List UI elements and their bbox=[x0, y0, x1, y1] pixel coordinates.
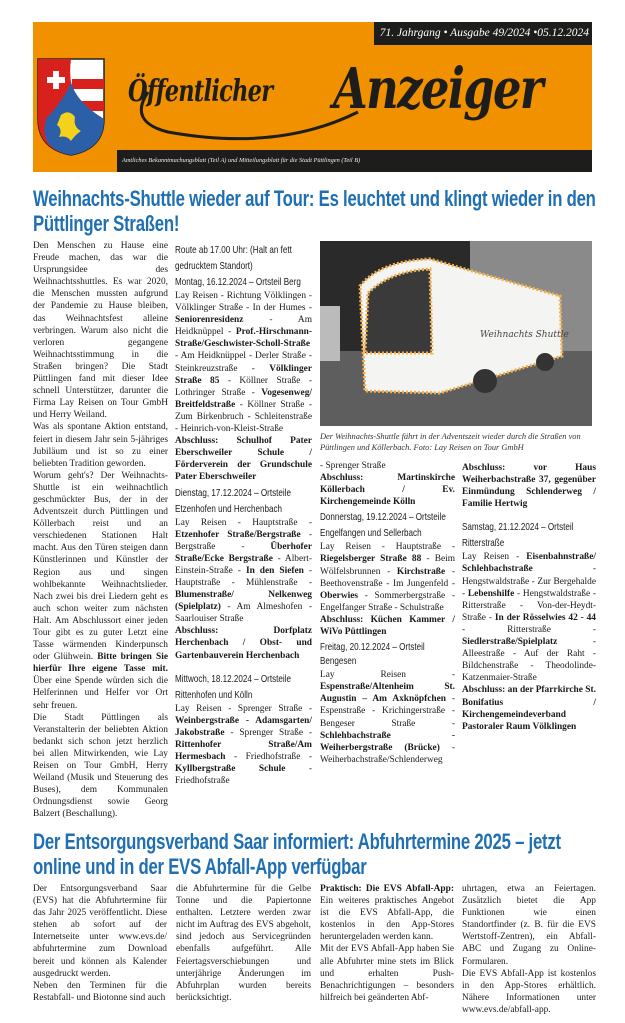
text: - Bergstraße - bbox=[175, 529, 312, 552]
newspaper-logo bbox=[128, 52, 588, 142]
bold-text: Praktisch: Die EVS Abfall-App: bbox=[320, 884, 454, 894]
text: - Hauptstraße - Mühlenstraße - bbox=[175, 565, 313, 588]
bold-text: Abschluss: an der Pfarrkirche St. Bonifatius / Kirchengemeindeverband Pastoraler Raum Völklingen bbox=[462, 685, 596, 732]
text: Dienstag, 17.12.2024 – Ortsteile bbox=[175, 486, 291, 499]
paragraph bbox=[33, 712, 168, 821]
logo-word-1: Öffentlicher bbox=[128, 74, 273, 109]
text: - Am Heidknüppel - bbox=[175, 315, 312, 338]
issue-line: 71. Jahrgang • Ausgabe 49/2024 •05.12.2024 bbox=[374, 22, 592, 45]
article-column bbox=[462, 462, 596, 733]
text: Montag, 16.12.2024 – Ortsteil Berg bbox=[175, 276, 301, 288]
bold-text: Rittenhofer Straße/Am Hermesbach bbox=[175, 739, 312, 762]
text: - Alleestraße - Auf der Raht - Bildchenstraße - Theodolinde-Katzenmaier-Straße bbox=[462, 637, 596, 684]
text: Lay Reisen - Sprenger Straße - bbox=[175, 703, 312, 714]
text: - Espenstraße - Krichingerstraße - Bengeser Straße - bbox=[320, 694, 455, 729]
paragraph bbox=[462, 883, 596, 968]
text: -Friedhofstraße bbox=[175, 764, 312, 787]
photo-caption: Der Weihnachts-Shuttle fährt in der Adventszeit wieder durch die Straßen von Püttlingen und Köllerbach. Foto: Lay Reisen on Tour GmbH bbox=[320, 432, 581, 452]
route-subheading bbox=[175, 486, 312, 500]
paragraph bbox=[175, 290, 312, 435]
bold-text: Überhofer Straße/Ecke Bergstraße bbox=[175, 541, 312, 564]
text: Lay Reisen - Hauptstraße - bbox=[175, 517, 312, 528]
text: - Albert-Einstein-Straße - bbox=[175, 553, 312, 576]
paragraph bbox=[320, 472, 455, 508]
text: Mit der EVS Abfall-App haben Sie alle Abfuhrter mine stets im Blick und erhalten Push-Benachrichtigungen – besonders hilfreich bei geänderten Abf- bbox=[320, 944, 454, 1003]
text: Ritterstraße bbox=[462, 537, 505, 550]
paragraph bbox=[320, 883, 454, 943]
paragraph bbox=[320, 541, 455, 614]
article-column bbox=[33, 240, 168, 821]
text: - Weiherbachstraße/Schlenderweg bbox=[320, 742, 455, 765]
bold-text: Riegelsberger Straße 88 bbox=[320, 554, 422, 565]
route-subheading bbox=[175, 502, 312, 516]
bold-text: Blumenstraße/ Nelkenweg (Spielplatz) bbox=[175, 590, 312, 613]
text: Die Stadt Püttlingen als Veranstalterin der beliebten Aktion bedankt sich schon jetzt herzlich bei allen Mitwirkenden, wie Lay Reisen on Tour GmbH, Herry Weiland (Musik und Steuerung des Buses), dem Kommunalen Ordnungsdienst sowie Georg Balzert (Beschallung). bbox=[33, 712, 168, 820]
route-subheading bbox=[462, 520, 596, 534]
text: - Sprenger Straße bbox=[320, 461, 386, 471]
paragraph bbox=[320, 943, 454, 1003]
text: - Köllner Straße - Zum Birkenbruch - Schleitenstraße - Heinrich-von-Kleist-Straße bbox=[175, 399, 312, 435]
masthead bbox=[33, 22, 592, 172]
paragraph bbox=[33, 980, 167, 1004]
text: Engelfangen und Sellerbach bbox=[320, 527, 422, 540]
bold-text: Siedlerstraße/Spielplatz bbox=[462, 637, 558, 648]
article-column bbox=[320, 883, 454, 1004]
coat-of-arms-icon bbox=[36, 57, 106, 157]
article-headline-shuttle: Weihnachts-Shuttle wieder auf Tour: Es leuchtet und klingt wieder in den Püttlinger Straßen! bbox=[33, 186, 596, 236]
route-subheading bbox=[175, 672, 312, 686]
text: die Abfuhrtermine für die Gelbe Tonne und die Papiertonne enthalten. Letztere werden zwar nicht im Auftrag des EVS abgeholt, sind jedoch aus Servicegründen ebenfalls aufgeführt. Alle Feiertagsverschiebungen und unterjährige Änderungen im Abfuhrplan wurden bereits berücksichtigt. bbox=[176, 884, 311, 1003]
bold-text: Völklinger Straße 85 bbox=[175, 363, 312, 386]
bus-lettering: Weihnachts Shuttle bbox=[480, 330, 569, 340]
text: - Friedhofstraße - bbox=[225, 752, 312, 762]
bold-text: Abschluss: vor Haus Weiherbachstraße 37, gegenüber Einmündung Schlenderweg / Familie Hertwig bbox=[462, 463, 596, 510]
bold-text: Oberwies bbox=[320, 590, 359, 601]
bold-text: Abschluss: Dorfplatz Herchenbach / Obst- und Gartenbauverein Herchenbach bbox=[175, 626, 312, 661]
bus-photo bbox=[320, 241, 592, 426]
bold-text: Kirchstraße bbox=[396, 566, 446, 577]
route-subheading bbox=[175, 688, 312, 702]
article-column bbox=[462, 883, 596, 1016]
text: Freitag, 20.12.2024 – Ortsteil Bengesen bbox=[320, 641, 425, 668]
paragraph bbox=[462, 462, 596, 510]
paragraph bbox=[33, 883, 167, 980]
bold-text: Weinbergstraße - Adamsgarten/ Jakobstraße bbox=[175, 715, 312, 738]
bold-text: Lebenshilfe bbox=[467, 588, 515, 599]
paragraph bbox=[320, 460, 455, 472]
paragraph bbox=[462, 551, 596, 684]
article-column bbox=[320, 460, 455, 766]
text: Etzenhofen und Herchenbach bbox=[175, 502, 282, 515]
paragraph bbox=[175, 517, 312, 626]
text: Samstag, 21.12.2024 – Ortsteil bbox=[462, 521, 574, 534]
paragraph bbox=[320, 669, 455, 766]
text: - Beim Wölfelsbrunnen - bbox=[320, 554, 456, 577]
article-column bbox=[176, 883, 311, 1004]
text: Neben den Terminen für die Restabfall- und Biotonne sind auch bbox=[33, 980, 167, 1003]
masthead-subtitle: Amtliches Bekanntmachungsblatt (Teil A) und Mitteilungsblatt für die Stadt Püttlingen (Teil B) bbox=[117, 150, 592, 172]
article-column bbox=[175, 241, 312, 787]
spacer bbox=[462, 510, 596, 518]
paragraph bbox=[33, 470, 168, 712]
paragraph bbox=[175, 435, 312, 483]
text: uhrtagen, etwa an Feiertagen. Zusätzlich bietet die App Funktionen wie einen Standortfinder (z. B. für die EVS Wertstoff-Zentren), ein Abfall-ABC und Zugang zu Online-Formularen. bbox=[462, 884, 596, 967]
text: gedrucktem Standort) bbox=[175, 260, 253, 272]
text: Lay Reisen - bbox=[462, 552, 527, 563]
paragraph bbox=[320, 614, 455, 638]
text: - Köllner Straße - Lothringer Straße - bbox=[175, 375, 312, 398]
bold-text: Espenstraße/Altenheim St. Augustin – Am Axknöpfchen bbox=[320, 682, 455, 705]
text: Die EVS Abfall-App ist kostenlos in den App-Stores erhältlich. Nähere Informationen unter www.evs.de/abfall-app. bbox=[462, 968, 596, 1015]
route-subheading bbox=[175, 243, 312, 257]
text: - Sommerbergstraße - Engelfanger Straße - Schulstraße bbox=[320, 590, 455, 613]
text: Lay Reisen - Hauptstraße - bbox=[320, 542, 455, 553]
route-subheading bbox=[175, 259, 312, 273]
article-headline-evs: Der Entsorgungsverband Saar informiert: Abfuhrtermine 2025 – jetzt online und in der EVS Abfall-App verfügbar bbox=[33, 829, 561, 879]
text: Ein weiteres praktisches Angebot ist die EVS Abfall-App, die kostenlos in den App-Stores heruntergeladen werden kann. bbox=[320, 896, 454, 943]
bold-text: In den Siefen bbox=[245, 565, 304, 576]
text: - Am Heidknüppel - Derler Straße - Steinkreuzstraße - bbox=[175, 351, 312, 374]
paragraph bbox=[33, 240, 168, 421]
paragraph bbox=[462, 684, 596, 732]
bold-text: Kyllbergstraße Schule bbox=[175, 764, 286, 775]
text: Mittwoch, 18.12.2024 – Ortsteile bbox=[175, 672, 291, 685]
text: Was als spontane Aktion entstand, feiert in diesem Jahr sein 5-jähriges Jubiläum und ist so zu einer beliebten Tradition geworden. bbox=[33, 422, 168, 469]
text: - Am Almeshofen - Saarlouiser Straße bbox=[175, 602, 312, 625]
text: - Ritterstraße - bbox=[462, 624, 596, 635]
bold-text: Seniorenresidenz bbox=[175, 315, 244, 326]
bold-text: Vogesenweg/ Breitfeldstraße bbox=[175, 387, 312, 410]
text: Den Menschen zu Hause eine Freude machen, das war die Ursprungsidee des Weihnachtsshuttles. Es war 2020, die Menschen mussten aufgrund der Pandemie zu Hause bleiben, das Weihnachtsfest alleine verbringen. Warum also nicht die verloren gegangene Weihnachtsstimmung in die Straßen bringen? Die Stadt Püttlingen fand mit dieser Idee schnell Unterstützer, darunter die Firma Lay Reisen on Tour GmbH und Herry Weiland. bbox=[33, 241, 168, 421]
bold-text: Prof.-Hirschmann-Straße/Geschwister-Scholl-Straße bbox=[175, 327, 312, 350]
paragraph bbox=[175, 703, 312, 788]
text: Donnerstag, 19.12.2024 – Ortsteile bbox=[320, 511, 446, 524]
route-subheading bbox=[175, 275, 312, 289]
text: Worum geht's? Der Weihnachts-Shuttle ist ein weihnachtlich geschmückter Bus, der in der Adventszeit durch Püttlingen und Köllerbach reist und an verschiedenen Stationen Halt macht. Aus den Türen steigen dann Künstlerinnen und Künstler der Region aus und singen wohlbekannte Weihnachtslieder. Nach zwei bis drei Liedern geht es auch schon weiter zum nächsten Halt. Am Abschlussort einer jeden Tour gibt es zu guter Letzt eine Tasse wärmenden Kinderpunsch oder Glühwein. bbox=[33, 470, 168, 663]
text: Route ab 17.00 Uhr: (Halt an fett bbox=[175, 244, 292, 256]
text: - Sprenger Straße - bbox=[224, 727, 312, 738]
bold-text: Etzenhofer Straße/Bergstraße bbox=[175, 529, 301, 540]
text: Lay Reisen - bbox=[320, 670, 455, 681]
bold-text: Abschluss: Küchen Kammer / WiVo Püttlingen bbox=[320, 614, 455, 638]
logo-word-2: Anzeiger bbox=[333, 56, 542, 122]
route-subheading bbox=[320, 640, 455, 668]
bold-text: Schlehbachstraße - Weiherbergstraße (Brücke) bbox=[320, 730, 455, 753]
paragraph bbox=[33, 421, 168, 469]
text: - Hengstwaldstraße - Zur Bergehalde - bbox=[462, 564, 596, 599]
paragraph bbox=[176, 883, 311, 1004]
spacer bbox=[175, 662, 312, 670]
paragraph bbox=[175, 625, 312, 661]
bold-text: Bitte bringen Sie hierfür Ihre eigene Tasse mit. bbox=[33, 652, 168, 675]
text: - Beethovenstraße - Im Jungenfeld - bbox=[320, 566, 455, 589]
text: Der Entsorgungsverband Saar (EVS) hat die Abfuhrtermine für das Jahr 2025 veröffentlicht. Diese stehen ab sofort auf der Internetseite unter www.evs.de/ abfuhrtermine zum Download bereit und können als Kalender ausgedruckt werden. bbox=[33, 884, 167, 979]
text: Über eine Spende würden sich die Helferinnen und Helfer vor Ort sehr freuen. bbox=[33, 676, 168, 711]
bold-text: Abschluss: Schulhof Pater Eberschweiler Schule / Förderverein der Grundschule Pater Eberschweiler bbox=[175, 436, 312, 483]
text: - Hengstwaldstraße - Ritterstraße - Von-der-Heydt-Straße - bbox=[462, 588, 596, 623]
route-subheading bbox=[320, 526, 455, 540]
text: Lay Reisen - Richtung Völklingen - Völklinger Straße - In der Humes - bbox=[175, 291, 312, 314]
text: Rittenhofen und Kölln bbox=[175, 688, 253, 701]
bold-text: Eisenbahnstraße/ Schlehbachstraße bbox=[462, 552, 596, 575]
article-column bbox=[33, 883, 167, 1004]
paragraph bbox=[462, 968, 596, 1016]
bold-text: In der Rösselwies 42 - 44 bbox=[494, 612, 596, 623]
bold-text: Abschluss: Martinskirche Köllerbach / Ev. Kirchengemeinde Kölln bbox=[320, 473, 455, 508]
route-subheading bbox=[320, 510, 455, 524]
route-subheading bbox=[462, 536, 596, 550]
